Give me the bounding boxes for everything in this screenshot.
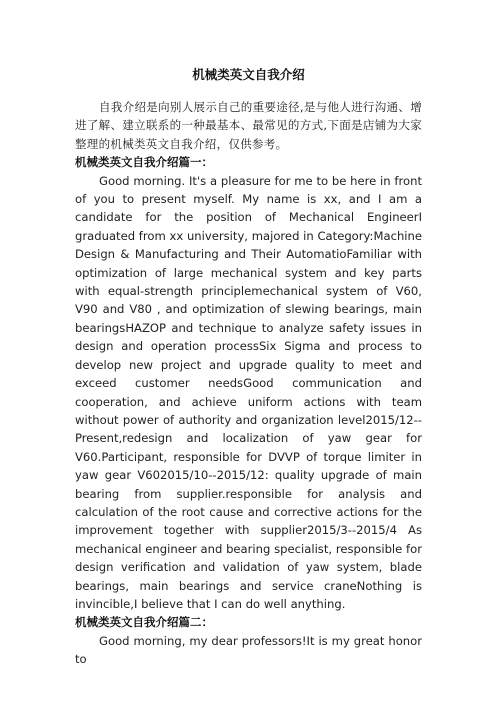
section-body-2: Good morning, my dear professors!It is my great honor to — [75, 633, 422, 667]
section-heading-2: 机械类英文自我介绍篇二： — [75, 615, 213, 630]
section-body-1: Good morning. It's a pleasure for me to be here in front of you to present myself. My name is xx, and I am a candidate for the position of Mechanical EngineerI graduated from xx university, majored in Category:Machine Design & Manufacturing and Their AutomatioFamiliar with optimization of large mechanical system and key parts with equal-strength principlemechanical system of V60, V90 and V80 , and optimization of slewing bearings, main bearingsHAZOP and technique to analyze safety issues in design and operation processSix Sigma and process to develop new project and upgrade quality to meet and exceed customer needsGood communication and cooperation, and achieve uniform actions with team without power of authority and organization level2015/12--Present,redesign and localization of yaw gear for V60.Participant, responsible for DVVP of torque limiter in yaw gear V602015/10--2015/12: quality upgrade of main bearing from supplier.responsible for analysis and calculation of the root cause and corrective actions for the improvement together with supplier2015/3--2015/4 As mechanical engineer and bearing specialist, responsible for design verification and validation of yaw system, blade bearings, main bearings and service craneNothing is invincible,I believe that I can do well anything. — [75, 173, 422, 611]
section-heading-1: 机械类英文自我介绍篇一： — [75, 155, 213, 170]
document-title: 机械类英文自我介绍 — [192, 67, 305, 82]
intro-paragraph: 自我介绍是向别人展示自己的重要途径,是与他人进行沟通、增进了解、建立联系的一种最基本、最常见的方式,下面是店铺为大家整理的机械类英文自我介绍，仅供参考。 — [75, 100, 422, 151]
